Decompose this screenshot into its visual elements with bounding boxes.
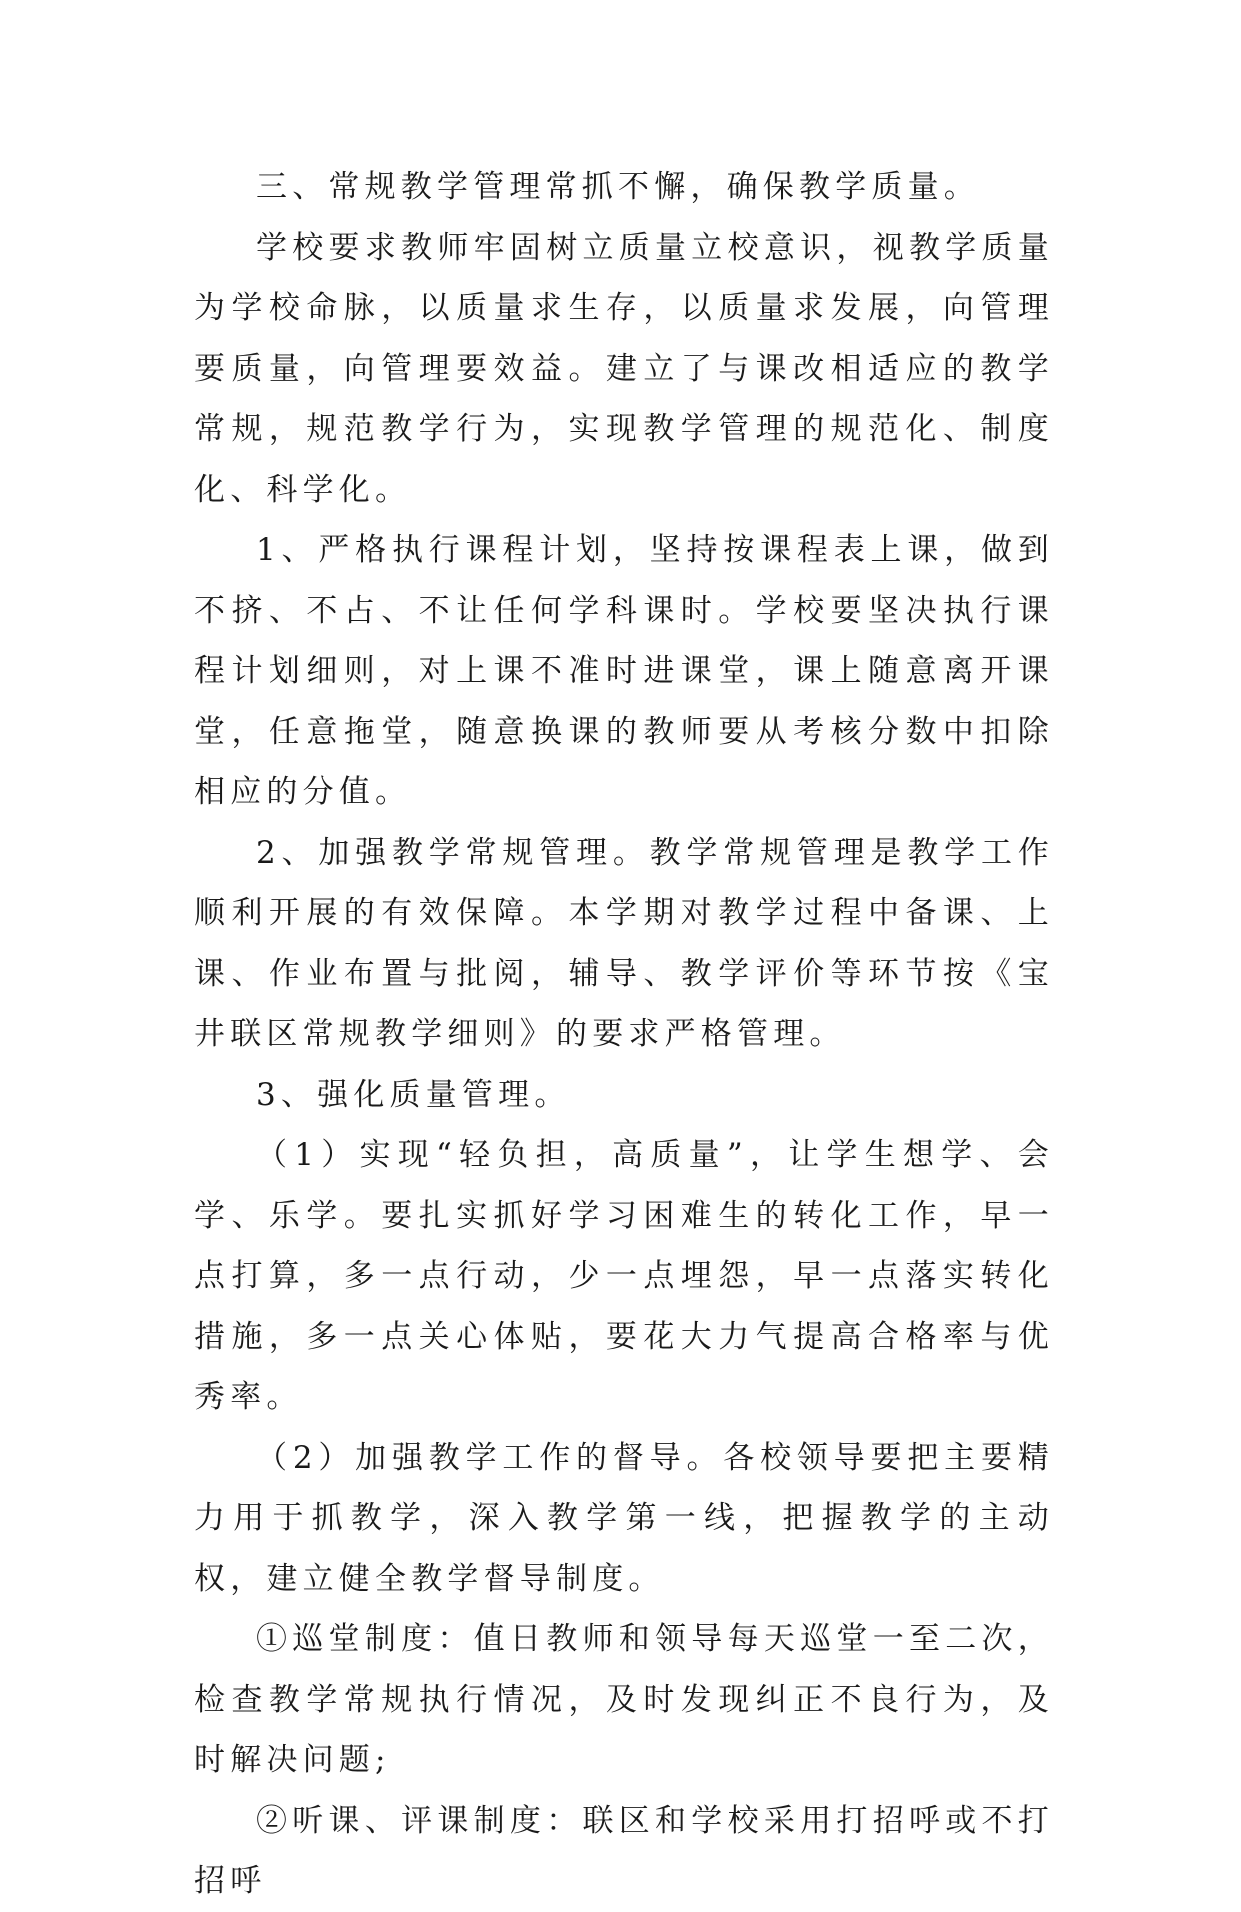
paragraph: ①巡堂制度：值日教师和领导每天巡堂一至二次，检查教学常规执行情况，及时发现纠正不良行为，及时解决问题; [194,1621,1054,1778]
paragraph: ②听课、评课制度：联区和学校采用打招呼或不打招呼 [194,1802,1054,1899]
document-body [194,157,1054,1912]
paragraph: 1、严格执行课程计划，坚持按课程表上课，做到不挤、不占、不让任何学科课时。学校要坚决执行课程计划细则，对上课不准时进课堂，课上随意离开课堂，任意拖堂，随意换课的教师要从考核分数中扣除相应的分值。 [194,532,1054,810]
paragraph: 2、加强教学常规管理。教学常规管理是教学工作顺利开展的有效保障。本学期对教学过程中备课、上课、作业布置与批阅，辅导、教学评价等环节按《宝井联区常规教学细则》的要求严格管理。 [194,834,1054,1052]
section-heading: 三、常规教学管理常抓不懈，确保教学质量。 [256,169,980,205]
paragraph: （2）加强教学工作的督导。各校领导要把主要精力用于抓教学，深入教学第一线，把握教学的主动权，建立健全教学督导制度。 [194,1439,1054,1597]
paragraph: （1）实现“轻负担，高质量”，让学生想学、会学、乐学。要扎实抓好学习困难生的转化工作，早一点打算，多一点行动，少一点埋怨，早一点落实转化措施，多一点关心体贴，要花大力气提高合格率与优秀率。 [194,1137,1054,1415]
paragraph: 3、强化质量管理。 [256,1076,571,1113]
paragraph: 学校要求教师牢固树立质量立校意识，视教学质量为学校命脉，以质量求生存，以质量求发展，向管理要质量，向管理要效益。建立了与课改相适应的教学常规，规范教学行为，实现教学管理的规范化、制度化、科学化。 [194,229,1054,508]
